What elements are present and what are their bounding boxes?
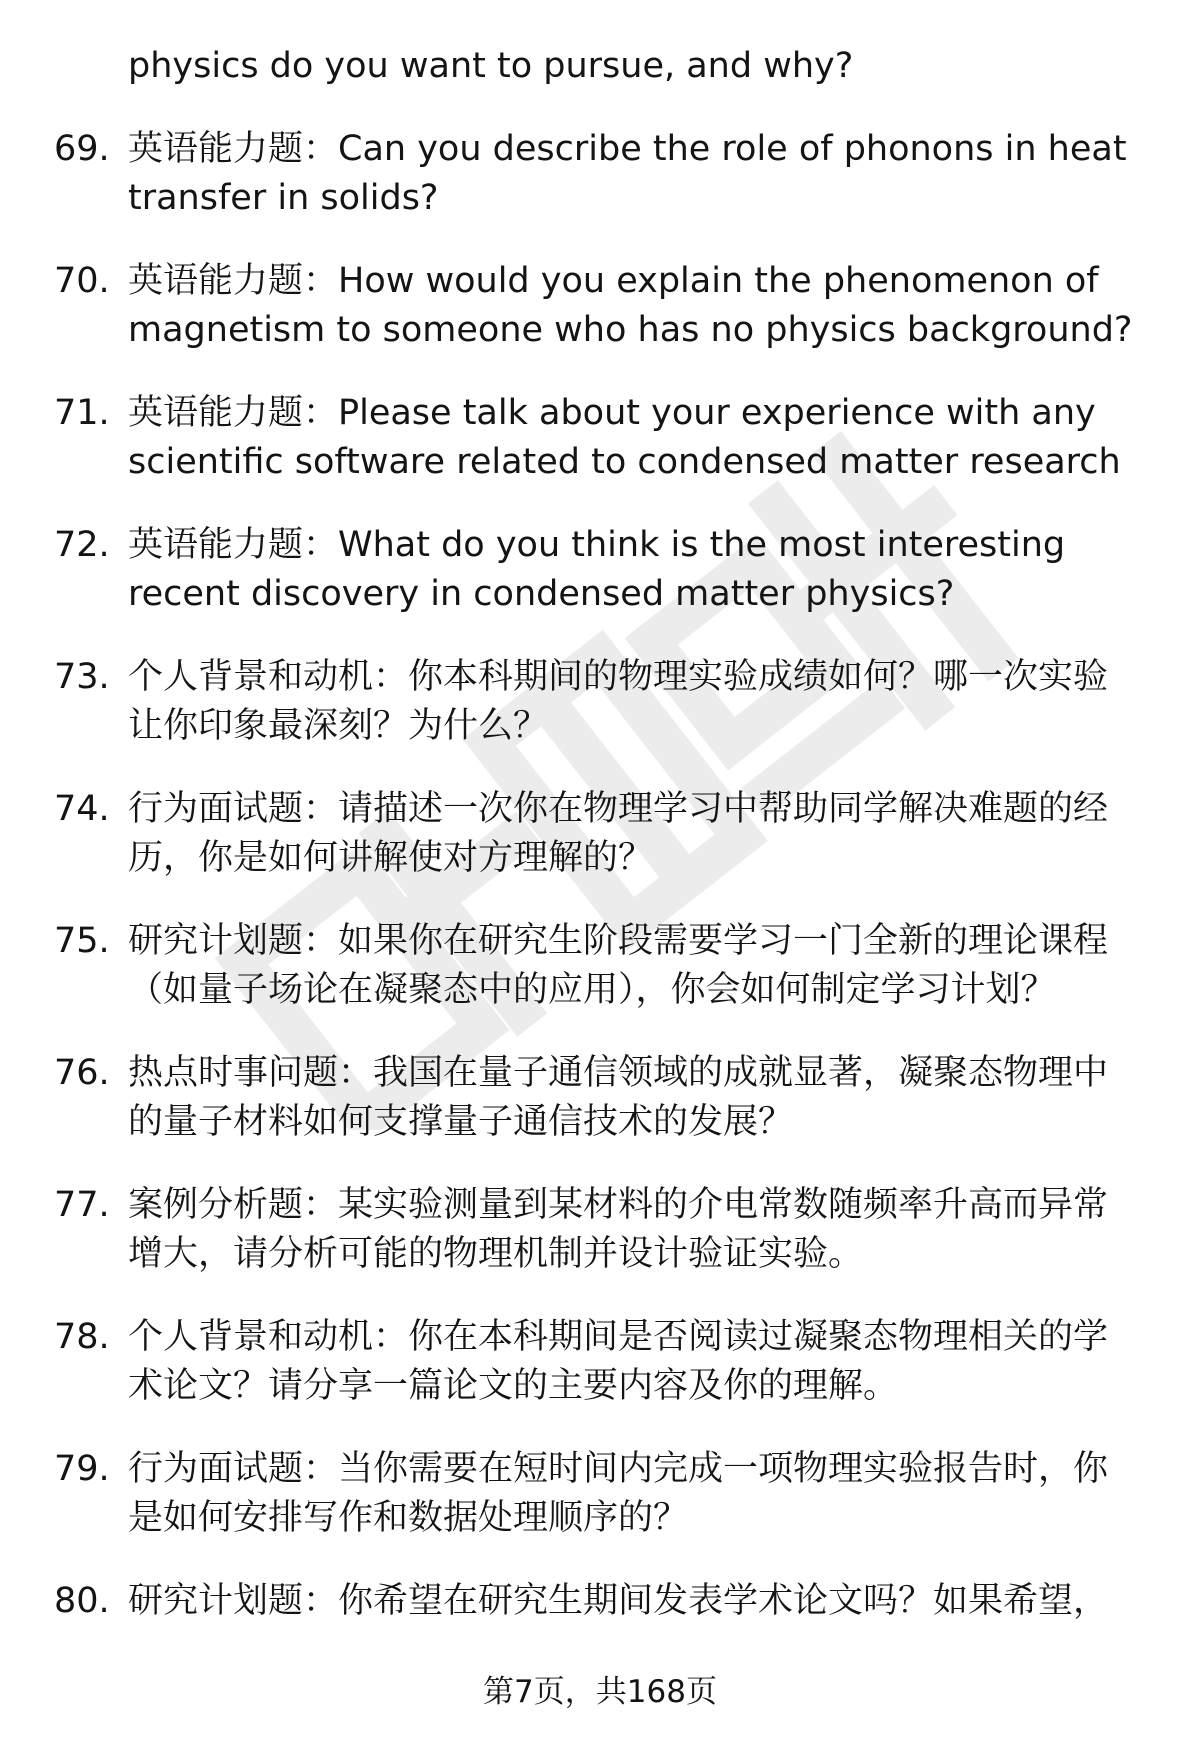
question-text-line: transfer in solids? [128, 178, 439, 218]
list-item [0, 1445, 1148, 1543]
question-text-line: 术论文？请分享一篇论文的主要内容及你的理解。 [128, 1366, 899, 1406]
question-list [0, 125, 1200, 1626]
question-text-line: （如量子场论在凝聚态中的应用），你会如何制定学习计划？ [128, 970, 1056, 1010]
question-text-line: magnetism to someone who has no physics background? [128, 310, 1133, 350]
list-item [0, 1049, 1148, 1147]
list-item [0, 389, 1148, 487]
question-text-line: 研究计划题：如果你在研究生阶段需要学习一门全新的理论课程 [128, 921, 1109, 961]
question-text-line: 的量子材料如何支撑量子通信技术的发展？ [128, 1102, 794, 1142]
list-item [0, 1577, 1148, 1626]
list-item [0, 125, 1148, 223]
list-item [0, 521, 1148, 619]
question-text-line: 英语能力题：Can you describe the role of phonons in heat [128, 129, 1127, 169]
question-text-line: 增大，请分析可能的物理机制并设计验证实验。 [128, 1234, 864, 1274]
question-text-line: 英语能力题：What do you think is the most interesting [128, 525, 1066, 565]
question-text-line: 让你印象最深刻？为什么？ [128, 706, 549, 746]
page-footer: 第7页，共168页 [483, 1674, 717, 1710]
question-text-line: 行为面试题：请描述一次你在物理学习中帮助同学解决难题的经 [128, 789, 1109, 829]
question-number: 78. [54, 1317, 110, 1357]
question-number: 71. [54, 393, 110, 433]
question-text-line: 个人背景和动机：你本科期间的物理实验成绩如何？哪一次实验 [128, 657, 1109, 697]
question-number: 79. [54, 1449, 110, 1489]
question-text-line: recent discovery in condensed matter physics? [128, 574, 955, 614]
question-text-line: 历，你是如何讲解使对方理解的？ [128, 838, 654, 878]
question-content [0, 42, 1200, 1626]
question-number: 77. [54, 1185, 110, 1225]
list-item [0, 1181, 1148, 1279]
question-text-line: 案例分析题：某实验测量到某材料的介电常数随频率升高而异常 [128, 1185, 1109, 1225]
question-text-line: 英语能力题：How would you explain the phenomenon of [128, 261, 1099, 301]
question-number: 73. [54, 657, 110, 697]
continued-question-text: physics do you want to pursue, and why? [128, 46, 854, 86]
question-text-line: 是如何安排写作和数据处理顺序的？ [128, 1498, 689, 1538]
list-item [0, 785, 1148, 883]
question-number: 74. [54, 789, 110, 829]
question-text-line: 热点时事问题：我国在量子通信领域的成就显著，凝聚态物理中 [128, 1053, 1109, 1093]
question-text-line: scientific software related to condensed matter research [128, 442, 1121, 482]
question-number: 75. [54, 921, 110, 961]
list-item [0, 1313, 1148, 1411]
question-number: 70. [54, 261, 110, 301]
question-number: 76. [54, 1053, 110, 1093]
list-item [0, 917, 1148, 1015]
question-text-line: 英语能力题：Please talk about your experience with any [128, 393, 1096, 433]
list-item [0, 653, 1148, 751]
question-text-line: 研究计划题：你希望在研究生期间发表学术论文吗？如果希望， [128, 1581, 1109, 1621]
question-number: 69. [54, 129, 110, 169]
question-text-line: 行为面试题：当你需要在短时间内完成一项物理实验报告时，你 [128, 1449, 1109, 1489]
question-text-line: 个人背景和动机：你在本科期间是否阅读过凝聚态物理相关的学 [128, 1317, 1109, 1357]
question-number: 72. [54, 525, 110, 565]
question-number: 80. [54, 1581, 110, 1621]
list-item [0, 257, 1148, 355]
